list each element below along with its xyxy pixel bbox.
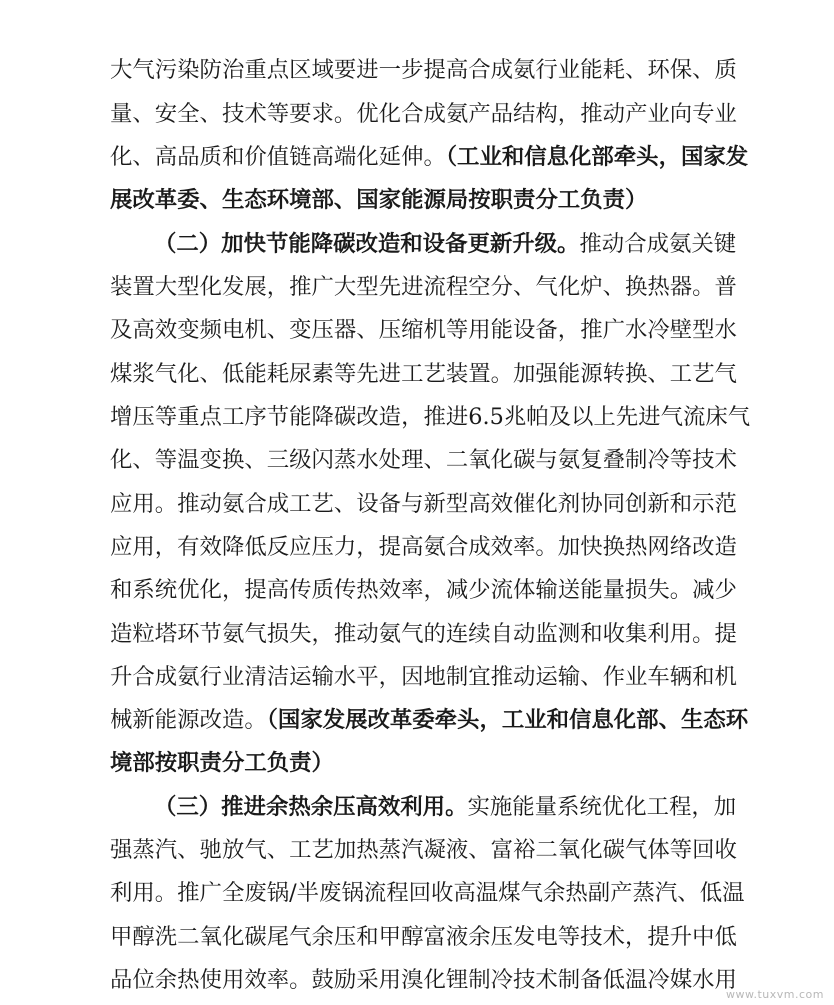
bold-text: 展改革委、生态环境部、国家能源局按职责分工负责） [110, 187, 648, 213]
watermark: www.tuxvm.com [726, 988, 824, 1001]
text: 推动合成氨关键 [579, 231, 737, 257]
line-3 [110, 137, 749, 177]
line-15 [110, 657, 737, 697]
text: 甲醇洗二氧化碳尾气余压和甲醇富液余压发电等技术，提升中低 [110, 924, 737, 950]
text: 煤浆气化、低能耗尿素等先进工艺装置。加强能源转换、工艺气 [110, 361, 737, 387]
bold-text: （工业和信息化部牵头，国家发 [445, 144, 749, 170]
text: 应用，有效降低反应压力，提高氨合成效率。加快换热网络改造 [110, 534, 737, 560]
text: 及高效变频电机、变压器、压缩机等用能设备，推广水冷壁型水 [110, 317, 737, 343]
line-16 [110, 700, 749, 740]
text: 械新能源改造。 [110, 707, 267, 733]
text: 增压等重点工序节能降碳改造，推进6.5兆帕及以上先进气流床气 [110, 404, 751, 430]
line-21 [110, 917, 737, 957]
text: 装置大型化发展，推广大型先进流程空分、气化炉、换热器。普 [110, 274, 737, 300]
line-22 [110, 960, 737, 1000]
text: 强蒸汽、驰放气、工艺加热蒸汽凝液、富裕二氧化碳气体等回收 [110, 837, 737, 863]
section-heading: （二）加快节能降碳改造和设备更新升级。 [154, 231, 580, 257]
text: 化、等温变换、三级闪蒸水处理、二氧化碳与氨复叠制冷等技术 [110, 447, 737, 473]
line-7 [110, 310, 737, 350]
line-14 [110, 614, 737, 654]
line-2 [110, 94, 737, 134]
line-18 [154, 787, 737, 827]
line-5 [154, 224, 737, 264]
text: 化、高品质和价值链高端化延伸。 [110, 144, 446, 170]
text: 品位余热使用效率。鼓励采用溴化锂制冷技术制备低温冷媒水用 [110, 967, 737, 993]
bold-text: （国家发展改革委牵头，工业和信息化部、生态环 [266, 707, 749, 733]
line-4 [110, 180, 730, 220]
line-1 [110, 50, 737, 90]
text: 量、安全、技术等要求。优化合成氨产品结构，推动产业向专业 [110, 101, 737, 127]
bold-text: 境部按职责分工负责） [110, 750, 334, 776]
line-10 [110, 440, 737, 480]
line-12 [110, 527, 737, 567]
line-13 [110, 570, 737, 610]
line-8 [110, 354, 737, 394]
text: 升合成氨行业清洁运输水平，因地制宜推动运输、作业车辆和机 [110, 664, 737, 690]
text: 和系统优化，提高传质传热效率，减少流体输送能量损失。减少 [110, 577, 737, 603]
line-6 [110, 267, 737, 307]
text: 实施能量系统优化工程，加 [467, 794, 737, 820]
text: 大气污染防治重点区域要进一步提高合成氨行业能耗、环保、质 [110, 57, 737, 83]
text: 造粒塔环节氨气损失，推动氨气的连续自动监测和收集利用。提 [110, 621, 737, 647]
line-20 [110, 873, 745, 913]
line-11 [110, 484, 737, 524]
section-heading: （三）推进余热余压高效利用。 [154, 794, 468, 820]
line-17 [110, 743, 730, 783]
line-19 [110, 830, 737, 870]
line-9 [110, 397, 751, 437]
text: 应用。推动氨合成工艺、设备与新型高效催化剂协同创新和示范 [110, 491, 737, 517]
text: 利用。推广全废锅/半废锅流程回收高温煤气余热副产蒸汽、低温 [110, 880, 745, 906]
